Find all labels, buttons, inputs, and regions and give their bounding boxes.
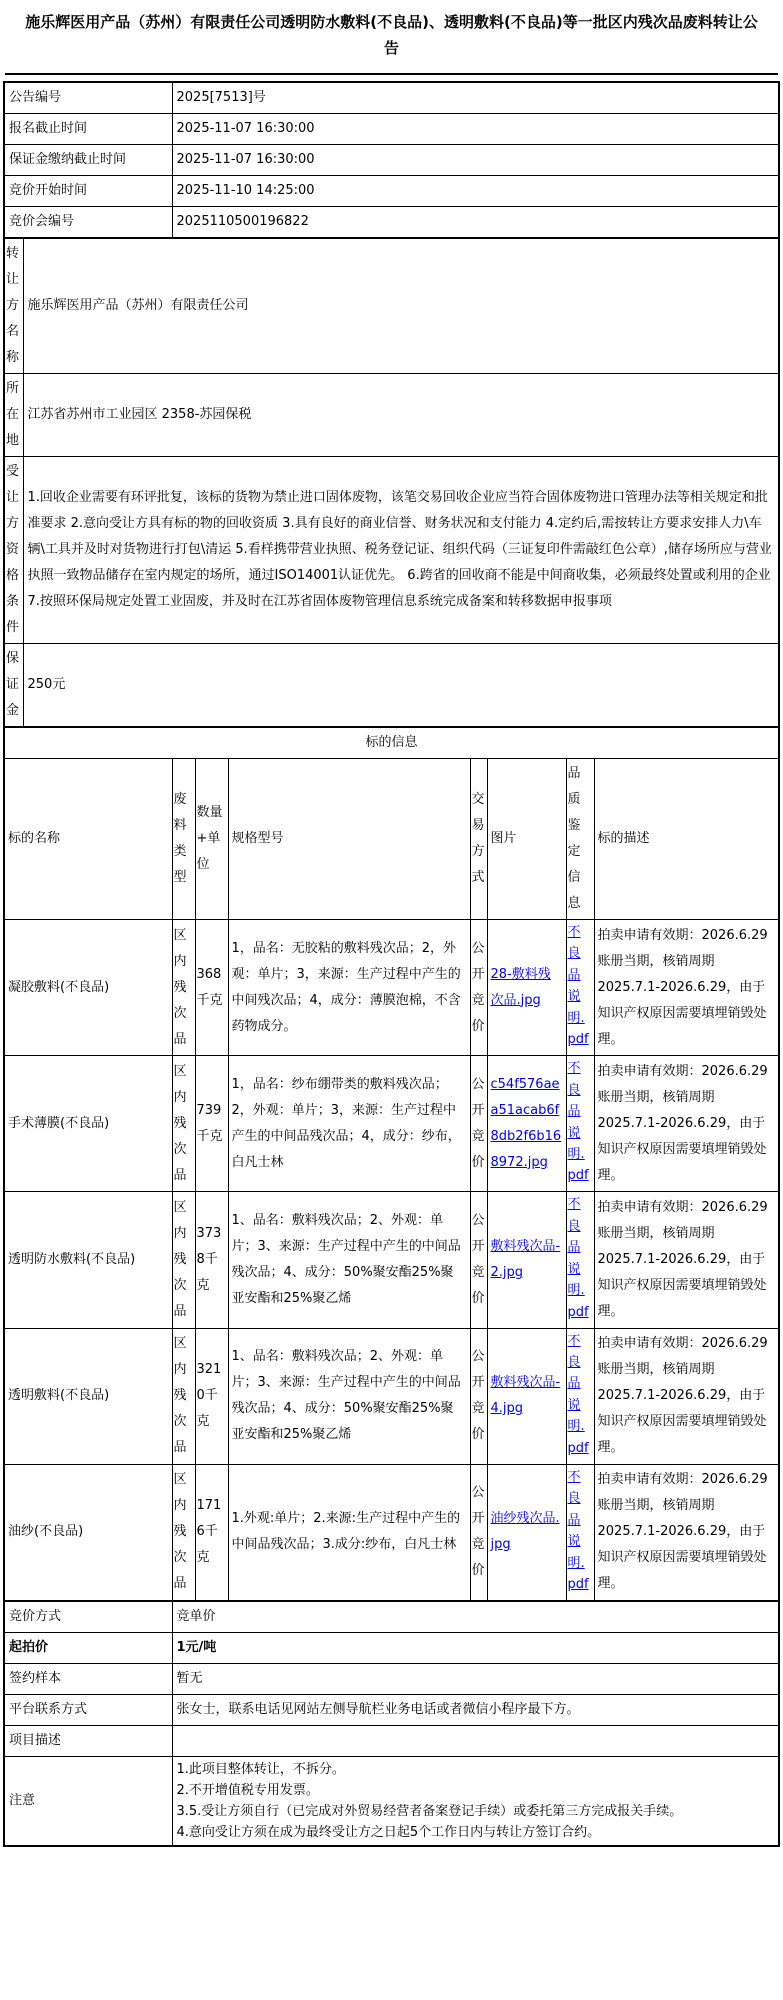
item-row (4, 920, 779, 1056)
notice-field-value: 2025[7513]号 (172, 82, 779, 114)
footer-field-value: 张女士，联系电话见网站左侧导航栏业务电话或者微信小程序最下方。 (172, 1694, 779, 1725)
party-field-value: 1.回收企业需要有环评批复，该标的货物为禁止进口固体废物，该笔交易回收企业应当符合固体废物进口管理办法等相关规定和批准要求 2.意向受让方具有标的物的回收资质 3.具有良好的商业信誉、财务状况和支付能力 4.定约后,需按转让方要求安排人力\车辆\工具并及时对货物进行打包\清运 5.看样携带营业执照、税务登记证、组织代码（三证复印件需敲红色公章）,储存场所应与营业执照一致物品储存在室内规定的场所，通过ISO14001认证优先。 6.跨省的回收商不能是中间商收集，必须最终处置或利用的企业 7.按照环保局规定处置工业固废，并及时在江苏省固体废物管理信息系统完成备案和转移数据申报事项 (23, 457, 779, 644)
item-quality-cell (566, 1192, 594, 1328)
item-spec: 1.外观:单片；2.来源:生产过程中产生的中间品残次品；3.成分:纱布，白凡士林 (228, 1464, 470, 1601)
items-header-row (4, 759, 779, 920)
notice-row (4, 145, 779, 176)
party-field-label: 保证金 (4, 644, 23, 728)
footer-field-value: 竞单价 (172, 1601, 779, 1633)
notice-field-label: 保证金缴纳截止时间 (4, 145, 172, 176)
column-header: 品质鉴定信息 (566, 759, 594, 920)
item-waste-type: 区内残次品 (172, 1328, 195, 1464)
item-spec: 1，品名：无胶粘的敷料残次品；2，外观：单片；3，来源：生产过程中产生的中间残次品；4，成分：薄膜泡棉，不含药物成分。 (228, 920, 470, 1056)
item-image-cell (487, 1056, 566, 1192)
item-name: 凝胶敷料(不良品) (4, 920, 172, 1056)
column-header: 标的名称 (4, 759, 172, 920)
item-quantity: 3738千克 (195, 1192, 228, 1328)
items-section-title-row (4, 727, 779, 759)
party-field-label: 转让方名称 (4, 238, 23, 374)
quality-report-link[interactable]: 不良品说明.pdf (567, 1333, 589, 1456)
notice-field-value: 2025-11-07 16:30:00 (172, 114, 779, 145)
notice-field-value: 2025-11-10 14:25:00 (172, 176, 779, 207)
notice-field-label: 竞价开始时间 (4, 176, 172, 207)
item-quality-cell (566, 920, 594, 1056)
items-section-title: 标的信息 (4, 727, 779, 759)
notice-field-value: 2025-11-07 16:30:00 (172, 145, 779, 176)
item-image-link[interactable]: 油纱残次品.jpg (490, 1511, 560, 1553)
item-quantity: 739千克 (195, 1056, 228, 1192)
notice-row (4, 114, 779, 145)
item-image-cell (487, 1328, 566, 1464)
footer-field-value (172, 1756, 779, 1846)
items-table (3, 726, 780, 1602)
item-row (4, 1464, 779, 1601)
footer-field-label: 项目描述 (4, 1725, 172, 1756)
note-line: 2.不开增值税专用发票。 (176, 1782, 319, 1798)
item-trade-mode: 公开竞价 (470, 1192, 487, 1328)
item-image-cell (487, 1464, 566, 1601)
item-spec: 1、品名：敷料残次品；2、外观：单片；3、来源：生产过程中产生的中间品残次品；4、成分：50%聚安酯25%聚亚安酯和25%聚乙烯 (228, 1328, 470, 1464)
column-header: 废料类型 (172, 759, 195, 920)
column-header: 数量+单位 (195, 759, 228, 920)
notice-row (4, 176, 779, 207)
item-waste-type: 区内残次品 (172, 1464, 195, 1601)
item-name: 油纱(不良品) (4, 1464, 172, 1601)
notice-info-table (3, 81, 780, 239)
footer-field-label: 起拍价 (4, 1632, 172, 1663)
notice-field-value: 2025110500196822 (172, 207, 779, 239)
item-quality-cell (566, 1056, 594, 1192)
item-trade-mode: 公开竞价 (470, 1328, 487, 1464)
item-row (4, 1192, 779, 1328)
item-trade-mode: 公开竞价 (470, 1464, 487, 1601)
item-spec: 1，品名：纱布绷带类的敷料残次品；2，外观：单片；3，来源：生产过程中产生的中间品残次品；4，成分：纱布，白凡士林 (228, 1056, 470, 1192)
item-quantity: 368千克 (195, 920, 228, 1056)
notice-row (4, 82, 779, 114)
note-line: 4.意向受让方须在成为最终受让方之日起5个工作日内与转让方签订合约。 (176, 1825, 601, 1841)
item-quantity: 1716千克 (195, 1464, 228, 1601)
item-description: 拍卖申请有效期：2026.6.29 账册当期，核销周期 2025.7.1-2026.6.29，由于知识产权原因需要填埋销毁处理。 (594, 920, 779, 1056)
footer-row (4, 1725, 779, 1756)
footer-row (4, 1694, 779, 1725)
item-quality-cell (566, 1464, 594, 1601)
item-waste-type: 区内残次品 (172, 920, 195, 1056)
transferor-table (3, 237, 780, 728)
item-quantity: 3210千克 (195, 1328, 228, 1464)
quality-report-link[interactable]: 不良品说明.pdf (567, 1197, 589, 1320)
item-image-link[interactable]: 敷料残次品-2.jpg (490, 1238, 561, 1280)
footer-field-label: 竞价方式 (4, 1601, 172, 1633)
footer-field-label: 签约样本 (4, 1663, 172, 1694)
column-header: 标的描述 (594, 759, 779, 920)
party-field-value: 江苏省苏州市工业园区 2358-苏园保税 (23, 374, 779, 457)
footer-row (4, 1632, 779, 1663)
item-image-cell (487, 1192, 566, 1328)
bidding-info-table (3, 1600, 780, 1847)
title-divider (5, 73, 778, 75)
item-row (4, 1056, 779, 1192)
item-image-link[interactable]: c54f576aea51acab6f8db2f6b168972.jpg (490, 1076, 562, 1170)
item-quality-cell (566, 1328, 594, 1464)
item-image-link[interactable]: 敷料残次品-4.jpg (490, 1375, 561, 1417)
footer-field-label: 注意 (4, 1756, 172, 1846)
party-field-value: 250元 (23, 644, 779, 728)
notice-row (4, 207, 779, 239)
item-image-link[interactable]: 28-敷料残次品.jpg (490, 966, 551, 1008)
party-row (4, 644, 779, 728)
item-waste-type: 区内残次品 (172, 1192, 195, 1328)
party-row (4, 374, 779, 457)
footer-field-value (172, 1725, 779, 1756)
column-header: 交易方式 (470, 759, 487, 920)
footer-field-value: 1元/吨 (172, 1632, 779, 1663)
item-description: 拍卖申请有效期：2026.6.29 账册当期，核销周期 2025.7.1-2026.6.29，由于知识产权原因需要填埋销毁处理。 (594, 1192, 779, 1328)
footer-row (4, 1756, 779, 1846)
party-field-value: 施乐辉医用产品（苏州）有限责任公司 (23, 238, 779, 374)
item-description: 拍卖申请有效期：2026.6.29 账册当期，核销周期 2025.7.1-2026.6.29，由于知识产权原因需要填埋销毁处理。 (594, 1464, 779, 1601)
page-title: 施乐辉医用产品（苏州）有限责任公司透明防水敷料(不良品)、透明敷料(不良品)等一批区内残次品废料转让公告 (25, 13, 758, 57)
notice-field-label: 公告编号 (4, 82, 172, 114)
party-row (4, 238, 779, 374)
item-description: 拍卖申请有效期：2026.6.29 账册当期，核销周期 2025.7.1-2026.6.29，由于知识产权原因需要填埋销毁处理。 (594, 1328, 779, 1464)
item-name: 手术薄膜(不良品) (4, 1056, 172, 1192)
item-name: 透明敷料(不良品) (4, 1328, 172, 1464)
column-header: 规格型号 (228, 759, 470, 920)
party-field-label: 受让方资格条件 (4, 457, 23, 644)
item-name: 透明防水敷料(不良品) (4, 1192, 172, 1328)
quality-report-link[interactable]: 不良品说明.pdf (567, 1061, 589, 1184)
item-description: 拍卖申请有效期：2026.6.29 账册当期，核销周期 2025.7.1-2026.6.29，由于知识产权原因需要填埋销毁处理。 (594, 1056, 779, 1192)
footer-row (4, 1601, 779, 1633)
footer-field-label: 平台联系方式 (4, 1694, 172, 1725)
party-row (4, 457, 779, 644)
column-header: 图片 (487, 759, 566, 920)
quality-report-link[interactable]: 不良品说明.pdf (567, 925, 589, 1048)
notice-field-label: 竞价会编号 (4, 207, 172, 239)
note-line: 3.5.受让方须自行（已完成对外贸易经营者备案登记手续）或委托第三方完成报关手续。 (176, 1804, 683, 1820)
item-image-cell (487, 920, 566, 1056)
item-trade-mode: 公开竞价 (470, 920, 487, 1056)
item-trade-mode: 公开竞价 (470, 1056, 487, 1192)
footer-field-value: 暂无 (172, 1663, 779, 1694)
item-spec: 1、品名：敷料残次品；2、外观：单片；3、来源：生产过程中产生的中间品残次品；4、成分：50%聚安酯25%聚亚安酯和25%聚乙烯 (228, 1192, 470, 1328)
quality-report-link[interactable]: 不良品说明.pdf (567, 1469, 589, 1592)
notice-field-label: 报名截止时间 (4, 114, 172, 145)
footer-row (4, 1663, 779, 1694)
party-field-label: 所在地 (4, 374, 23, 457)
item-waste-type: 区内残次品 (172, 1056, 195, 1192)
note-line: 1.此项目整体转让，不拆分。 (176, 1761, 345, 1777)
item-row (4, 1328, 779, 1464)
